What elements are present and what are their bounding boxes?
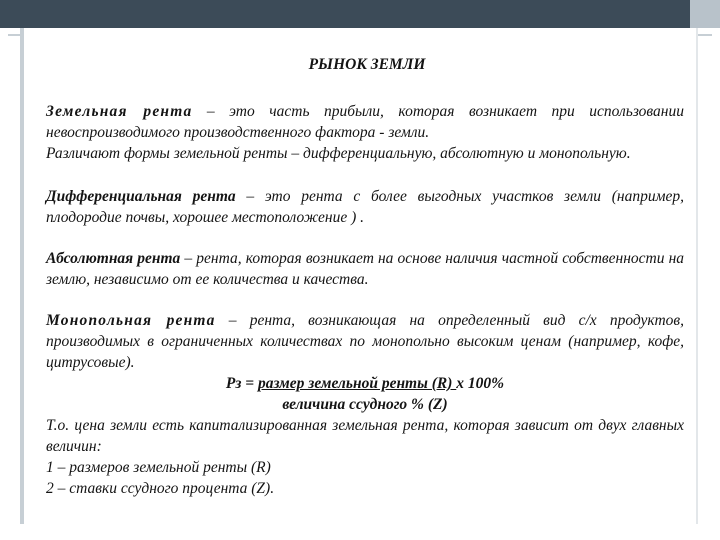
monopoly-rent-term: Монопольная рента (46, 312, 216, 329)
formula-multiplier: х 100% (456, 375, 505, 392)
slide-title: РЫНОК ЗЕМЛИ (308, 56, 426, 73)
differential-rent-text: – это рента с более выгодных участков земли (например, плодородие почвы, хорошее местоположение ) . (46, 188, 684, 226)
differential-rent-term: Дифференциальная рента (46, 188, 236, 205)
slide-top-bar-corner (690, 0, 720, 28)
formula-numerator: размер земельной ренты (R) (258, 375, 457, 392)
slide-frame-right-line (696, 28, 698, 524)
slide-frame-left-line (20, 28, 24, 524)
rent-forms-text: Различают формы земельной ренты – дифференциальную, абсолютную и монопольную. (46, 145, 631, 162)
absolute-rent-text: – рента, которая возникает на основе наличия частной собственности на землю, независимо от ее количества и качества. (46, 250, 685, 288)
land-rent-term: Земельная рента (46, 103, 193, 120)
formula-denominator: величина ссудного % (Z) (282, 396, 448, 413)
monopoly-rent-definition (46, 310, 684, 373)
monopoly-rent-text: – рента, возникающая на определенный вид с/х продуктов, производимых в ограниченных количествах по монопольно высоким ценам (например, кофе, цитрусовые). (46, 312, 684, 371)
absolute-rent-definition (46, 248, 684, 290)
conclusion-item-2: 2 – ставки ссудного процента (Z). (46, 480, 275, 497)
absolute-rent-term: Абсолютная рента (46, 250, 181, 267)
land-rent-definition (46, 101, 684, 143)
conclusion-text: Т.о. цена земли есть капитализированная земельная рента, которая зависит от двух главных величин: (46, 417, 684, 455)
land-rent-text: – это часть прибыли, которая возникает при использовании невоспроизводимого производственного фактора - земли. (46, 103, 684, 141)
formula-lhs: Рз = (225, 375, 258, 392)
slide-body (46, 54, 684, 499)
differential-rent-definition (46, 186, 684, 228)
conclusion-item-1: 1 – размеров земельной ренты (R) (46, 459, 271, 476)
slide-frame-right-tick (696, 34, 712, 36)
slide-frame-left-tick (8, 34, 24, 36)
land-price-formula (46, 373, 684, 394)
slide-top-bar (0, 0, 720, 28)
